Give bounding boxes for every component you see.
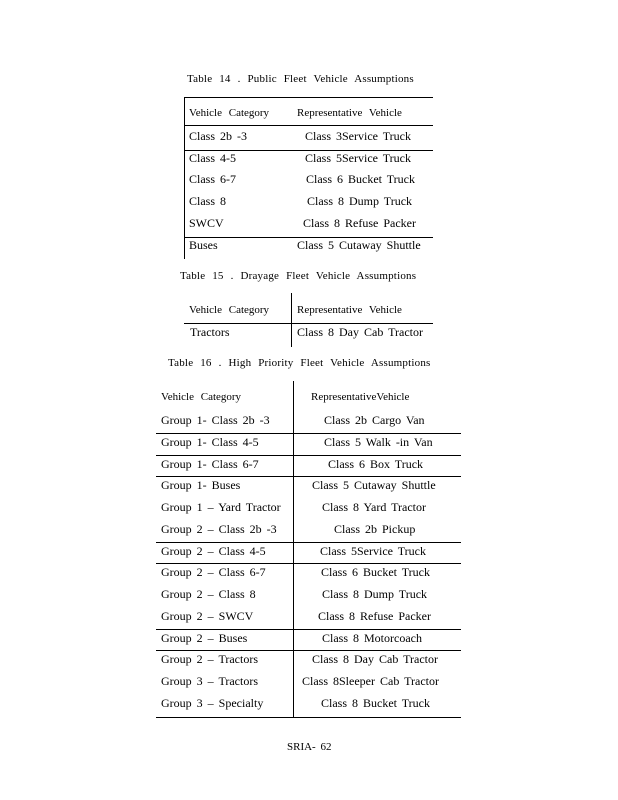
table14-row-vehicle: Class 8 Refuse Packer [303,216,416,230]
table16-row-vehicle: Class 5Service Truck [320,544,426,558]
table16-row-rule [156,629,461,630]
table16-row-vehicle: Class 5 Cutaway Shuttle [312,478,436,492]
table16-column-divider [293,381,294,717]
table16-row-category: Group 1- Buses [161,478,241,492]
table14-row-vehicle: Class 5Service Truck [305,151,411,165]
table16-row-category: Group 1 – Yard Tractor [161,500,281,514]
table14-header-category: Vehicle Category [189,107,270,119]
table15-header-vehicle: Representative Vehicle [297,304,402,316]
table15-header-rule [184,323,433,324]
table16-row-category: Group 2 – Buses [161,631,248,645]
table16-row-vehicle: Class 6 Bucket Truck [321,565,431,579]
table16-row-vehicle: Class 8Sleeper Cab Tractor [302,674,439,688]
table15-caption: Table 15 . Drayage Fleet Vehicle Assumptions [180,270,417,282]
table14-row-category: Class 6-7 [189,172,236,186]
table16-row-vehicle: Class 8 Motorcoach [322,631,422,645]
table16-row-category: Group 1- Class 2b -3 [161,413,270,427]
table16-row-category: Group 3 – Tractors [161,674,259,688]
table16-row-rule [156,650,461,651]
table16-row-vehicle: Class 8 Day Cab Tractor [312,652,438,666]
table16-row-category: Group 2 – Class 6-7 [161,565,266,579]
table14-row-category: SWCV [189,216,224,230]
table16-row-rule [156,476,461,477]
table16-row-category: Group 1- Class 4-5 [161,435,259,449]
table14-row-vehicle: Class 3Service Truck [305,129,411,143]
table16-row-rule [156,433,461,434]
table16-row-category: Group 3 – Specialty [161,696,264,710]
table16-row-vehicle: Class 2b Cargo Van [324,413,425,427]
table16-row-category: Group 2 – Class 4-5 [161,544,266,558]
table15-header-category: Vehicle Category [189,304,270,316]
table16-header-category: Vehicle Category [161,391,242,403]
table16-row-rule [156,563,461,564]
table16-row-vehicle: Class 2b Pickup [334,522,416,536]
table14-row-vehicle: Class 8 Dump Truck [307,194,413,208]
table16-row-category: Group 2 – SWCV [161,609,254,623]
table16-row-rule [156,455,461,456]
table14-row-category: Class 2b -3 [189,129,247,143]
table16-row-vehicle: Class 8 Yard Tractor [322,500,427,514]
table14-header-vehicle: Representative Vehicle [297,107,402,119]
table16-row-rule [156,542,461,543]
table16-header-vehicle: RepresentativeVehicle [311,391,410,403]
table14-row-category: Class 8 [189,194,227,208]
table16-caption: Table 16 . High Priority Fleet Vehicle Assumptions [168,357,431,369]
table16-row-vehicle: Class 8 Refuse Packer [318,609,431,623]
table16-row-category: Group 2 – Tractors [161,652,259,666]
table14-row-category: Buses [189,238,218,252]
table14-left-border [184,97,185,259]
table14-header-rule [184,125,433,126]
table16-row-category: Group 1- Class 6-7 [161,457,259,471]
page-number: SRIA- 62 [287,741,332,753]
table14-row-vehicle: Class 5 Cutaway Shuttle [297,238,421,252]
table15-row-category: Tractors [190,325,230,339]
table16-row-category: Group 2 – Class 8 [161,587,256,601]
table14-top-rule [184,97,433,98]
table16-row-vehicle: Class 8 Dump Truck [322,587,428,601]
table15-row-vehicle: Class 8 Day Cab Tractor [297,325,423,339]
table15-column-divider [291,293,292,347]
table16-row-vehicle: Class 5 Walk -in Van [324,435,433,449]
table14-row-category: Class 4-5 [189,151,236,165]
table14-row-vehicle: Class 6 Bucket Truck [306,172,416,186]
table16-row-category: Group 2 – Class 2b -3 [161,522,277,536]
table16-row-vehicle: Class 6 Box Truck [328,457,424,471]
table16-row-vehicle: Class 8 Bucket Truck [321,696,431,710]
table14-caption: Table 14 . Public Fleet Vehicle Assumptions [187,73,414,85]
table16-bottom-rule [156,717,461,718]
